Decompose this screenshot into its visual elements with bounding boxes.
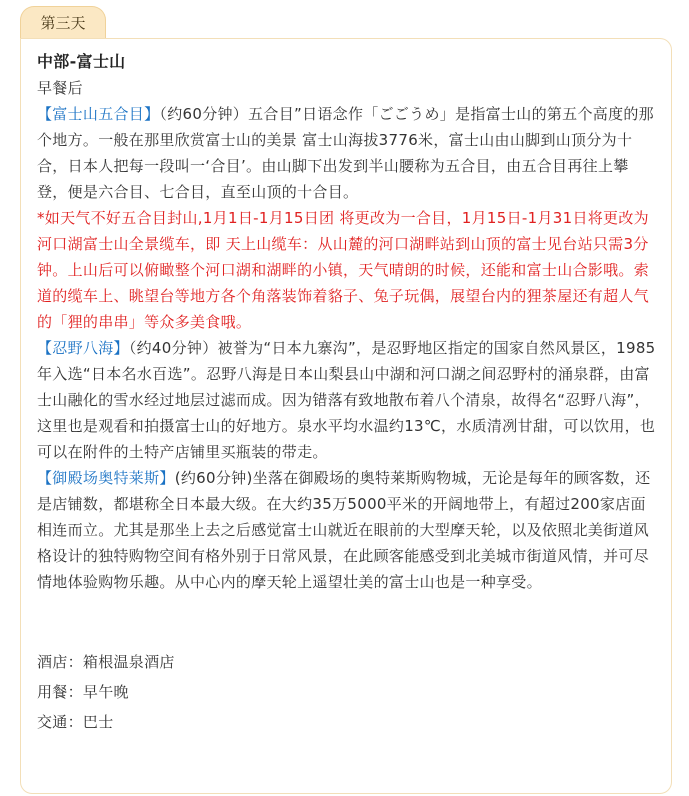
section-oshino-hakkai (37, 335, 659, 465)
day-content (37, 49, 659, 737)
section-name[interactable]: 【忍野八海】 (37, 339, 129, 357)
day-tab[interactable]: 第三天 (20, 6, 106, 38)
day-card (20, 38, 672, 794)
section-text: （约60分钟）五合目”日语念作「ごごうめ」是指富士山的第五个高度的那个地方。一般在那里欣赏富士山的美景 富士山海拔3776米，富士山由山脚到山顶分为十合，日本人把每一段叫一‘合目’。由山脚下出发到半山腰称为五合目，由五合目再往上攀登，便是六合目、七合目，直至山顶的十合目。 (37, 105, 654, 201)
section-fuji-5th-station (37, 101, 659, 205)
meal-info: 用餐：早午晚 (37, 683, 129, 701)
route-title: 中部-富士山 (37, 52, 126, 71)
transport-info: 交通：巴士 (37, 713, 114, 731)
section-text: (约60分钟)坐落在御殿场的奥特莱斯购物城，无论是每年的顾客数，还是店铺数，都堪称全日本最大级。在大约35万5000平米的开阔地带上，有超过200家店面相连而立。尤其是那坐上去之后感觉富士山就近在眼前的大型摩天轮，以及依照北美街道风格设计的独特购物空间有格外别于日常风景，在此顾客能感受到北美城市街道风情，并可尽情地体验购物乐趣。从中心内的摩天轮上遥望壮美的富士山也是一种享受。 (37, 469, 651, 591)
section-text: （约40分钟）被誉为“日本九寨沟”，是忍野地区指定的国家自然风景区，1985年入选“日本名水百选”。忍野八海是日本山梨县山中湖和河口湖之间忍野村的涌泉群，由富士山融化的雪水经过地层过滤而成。因为错落有致地散布着八个清泉，故得名“忍野八海”，这里也是观看和拍摄富士山的好地方。泉水平均水温约13℃，水质清冽甘甜，可以饮用，也可以在附件的土特产店铺里买瓶装的带走。 (37, 339, 656, 461)
hotel-info: 酒店：箱根温泉酒店 (37, 653, 175, 671)
meal-time: 早餐后 (37, 79, 83, 97)
spacer (37, 595, 659, 647)
section-name[interactable]: 【富士山五合目】 (37, 105, 160, 123)
section-gotemba-outlets (37, 465, 659, 595)
weather-notice: *如天气不好五合目封山,1月1日-1月15日团 将更改为一合目，1月15日-1月31日将更改为河口湖富士山全景缆车，即 天上山缆车：从山麓的河口湖畔站到山顶的富士见台站只需3分钟。上山后可以俯瞰整个河口湖和湖畔的小镇，天气晴朗的时候，还能和富士山合影哦。索道的缆车上、眺望台等地方各个角落装饰着貉子、兔子玩偶，展望台内的狸茶屋还有超人气的「狸的串串」等众多美食哦。 (37, 209, 650, 331)
section-name[interactable]: 【御殿场奥特莱斯】 (37, 469, 175, 487)
